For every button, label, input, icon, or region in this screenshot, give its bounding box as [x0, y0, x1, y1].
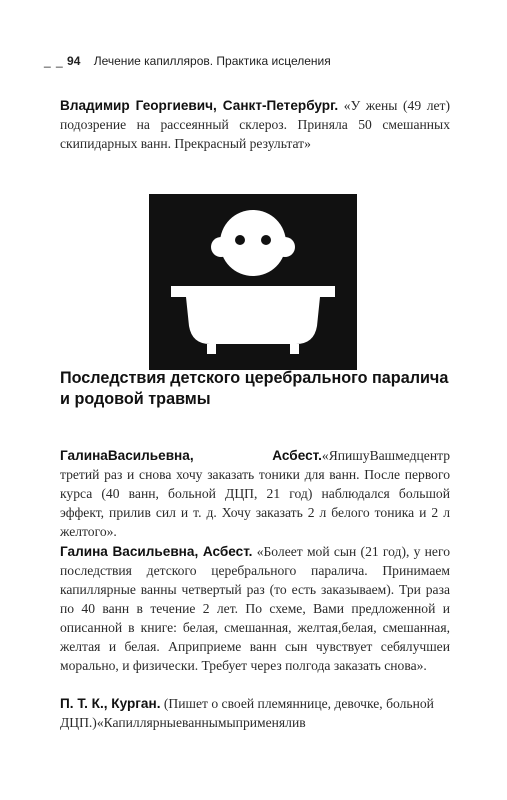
- section-heading: Последствия детского церебрального паралича и родовой травмы: [60, 369, 449, 408]
- testimonial-author: Владимир Георгиевич, Санкт-Петербург.: [60, 98, 339, 113]
- testimonial-ptk: [60, 694, 450, 732]
- right-eye: [261, 235, 271, 245]
- testimonial-author-city: Асбест.: [272, 448, 322, 463]
- testimonial-text: третий раз и снова хочу заказать тоники для ванн. После первого курса (40 ванн, больной ДЦП, 21 год) наблюдался большой эффект, прилив сил и т. д. Хочу заказать 2 л белого тоника и 2 л желтого».: [60, 467, 450, 539]
- tub-foot-right: [290, 344, 299, 354]
- testimonial-vladimir: [60, 96, 450, 153]
- testimonial-text: (Пишет о своей племяннице, девочке, больной ДЦП.)«Капиллярныеваннымыприменялив: [60, 696, 434, 730]
- left-eye: [235, 235, 245, 245]
- tub-foot-left: [207, 344, 216, 354]
- testimonial-first-line: [60, 446, 450, 465]
- testimonial-author: Галина Васильевна, Асбест.: [60, 544, 253, 559]
- testimonial-galina-2: [60, 542, 450, 675]
- tub-body: [186, 297, 320, 344]
- head: [220, 210, 286, 276]
- running-header: [44, 54, 464, 68]
- testimonial-text: «Болеет мой сын (21 год), у него последствия детского церебрального паралича. Принимаем капиллярные ванны четвертый раз (то есть заказываем). Три раза по 40 ванн в течение 2 лет. По схеме, Вами предложенной и описанной в книге: белая, смешанная, желтая,белая, смешанная, желтая и белая. Априприеме ванн сын чувствует себялучшеи морально, и физически. Требует через полгода заказать снова».: [60, 544, 451, 673]
- page-number: 94: [67, 54, 81, 68]
- baby-in-bathtub-icon: [149, 194, 357, 370]
- testimonial-text-start: «ЯпишуВашмедцентр: [321, 448, 450, 463]
- tub-rim: [171, 286, 335, 297]
- testimonial-author: ГалинаВасильевна,: [60, 448, 194, 463]
- header-dash: _ _: [44, 54, 64, 68]
- testimonial-text: «У жены (49 лет) подозрение на рассеянный склероз. Приняла 50 смешанных скипидарных ванн. Прекрасный результат»: [60, 98, 450, 151]
- testimonial-galina-1: [60, 446, 450, 541]
- testimonial-author: П. Т. К., Курган.: [60, 696, 161, 711]
- running-title: Лечение капилляров. Практика исцеления: [93, 54, 331, 68]
